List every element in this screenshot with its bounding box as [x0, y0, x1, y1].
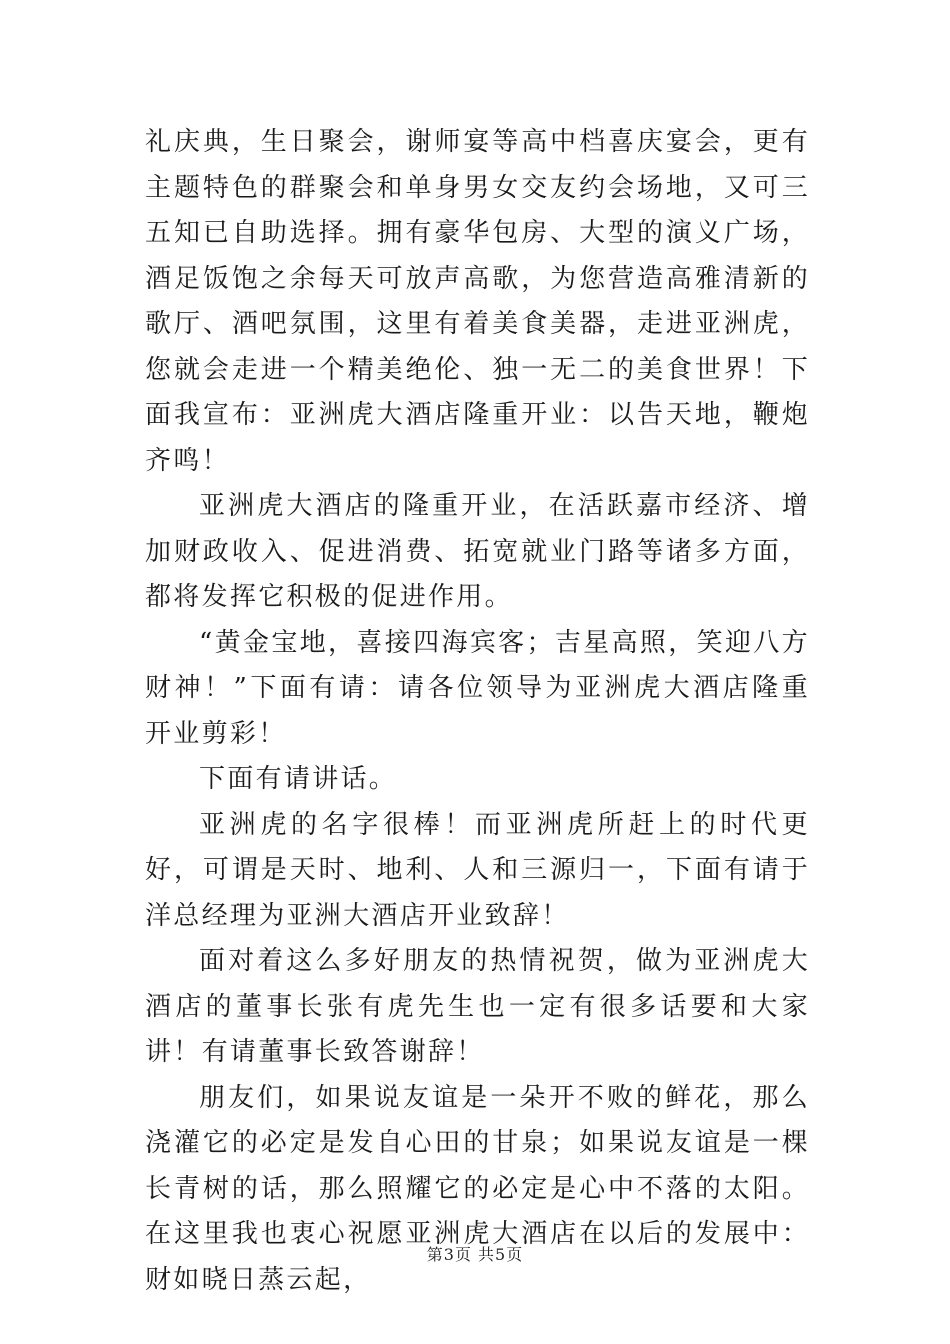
- document-body: [145, 120, 810, 1303]
- paragraph-quote: “黄金宝地，喜接四海宾客；吉星高照，笑迎八方财神！”下面有请：请各位领导为亚洲虎大酒店隆重开业剪彩！: [145, 627, 810, 749]
- paragraph: 面对着这么多好朋友的热情祝贺，做为亚洲虎大酒店的董事长张有虎先生也一定有很多话要和大家讲！有请董事长致答谢辞！: [145, 946, 810, 1067]
- paragraph-continued: 礼庆典，生日聚会，谢师宴等高中档喜庆宴会，更有主题特色的群聚会和单身男女交友约会场地，又可三五知已自助选择。拥有豪华包房、大型的演义广场，酒足饭饱之余每天可放声高歌，为您营造高雅清新的歌厅、酒吧氛围，这里有着美食美器，走进亚洲虎，您就会走进一个精美绝伦、独一无二的美食世界！下面我宣布：亚洲虎大酒店隆重开业：以告天地，鞭炮齐鸣！: [145, 127, 810, 476]
- paragraph: 亚洲虎的名字很棒！而亚洲虎所赶上的时代更好，可谓是天时、地利、人和三源归一，下面有请于洋总经理为亚洲大酒店开业致辞！: [145, 809, 810, 931]
- paragraph: 朋友们，如果说友谊是一朵开不败的鲜花，那么浇灌它的必定是发自心田的甘泉；如果说友谊是一棵长青树的话，那么照耀它的必定是心中不落的太阳。在这里我也衷心祝愿亚洲虎大酒店在以后的发展中：财如晓日蒸云起，: [145, 1082, 810, 1295]
- paragraph: 亚洲虎大酒店的隆重开业，在活跃嘉市经济、增加财政收入、促进消费、拓宽就业门路等诸多方面，都将发挥它积极的促进作用。: [145, 491, 810, 612]
- paragraph: 下面有请讲话。: [199, 764, 398, 794]
- page-footer: 第3页 共5页: [426, 1245, 524, 1264]
